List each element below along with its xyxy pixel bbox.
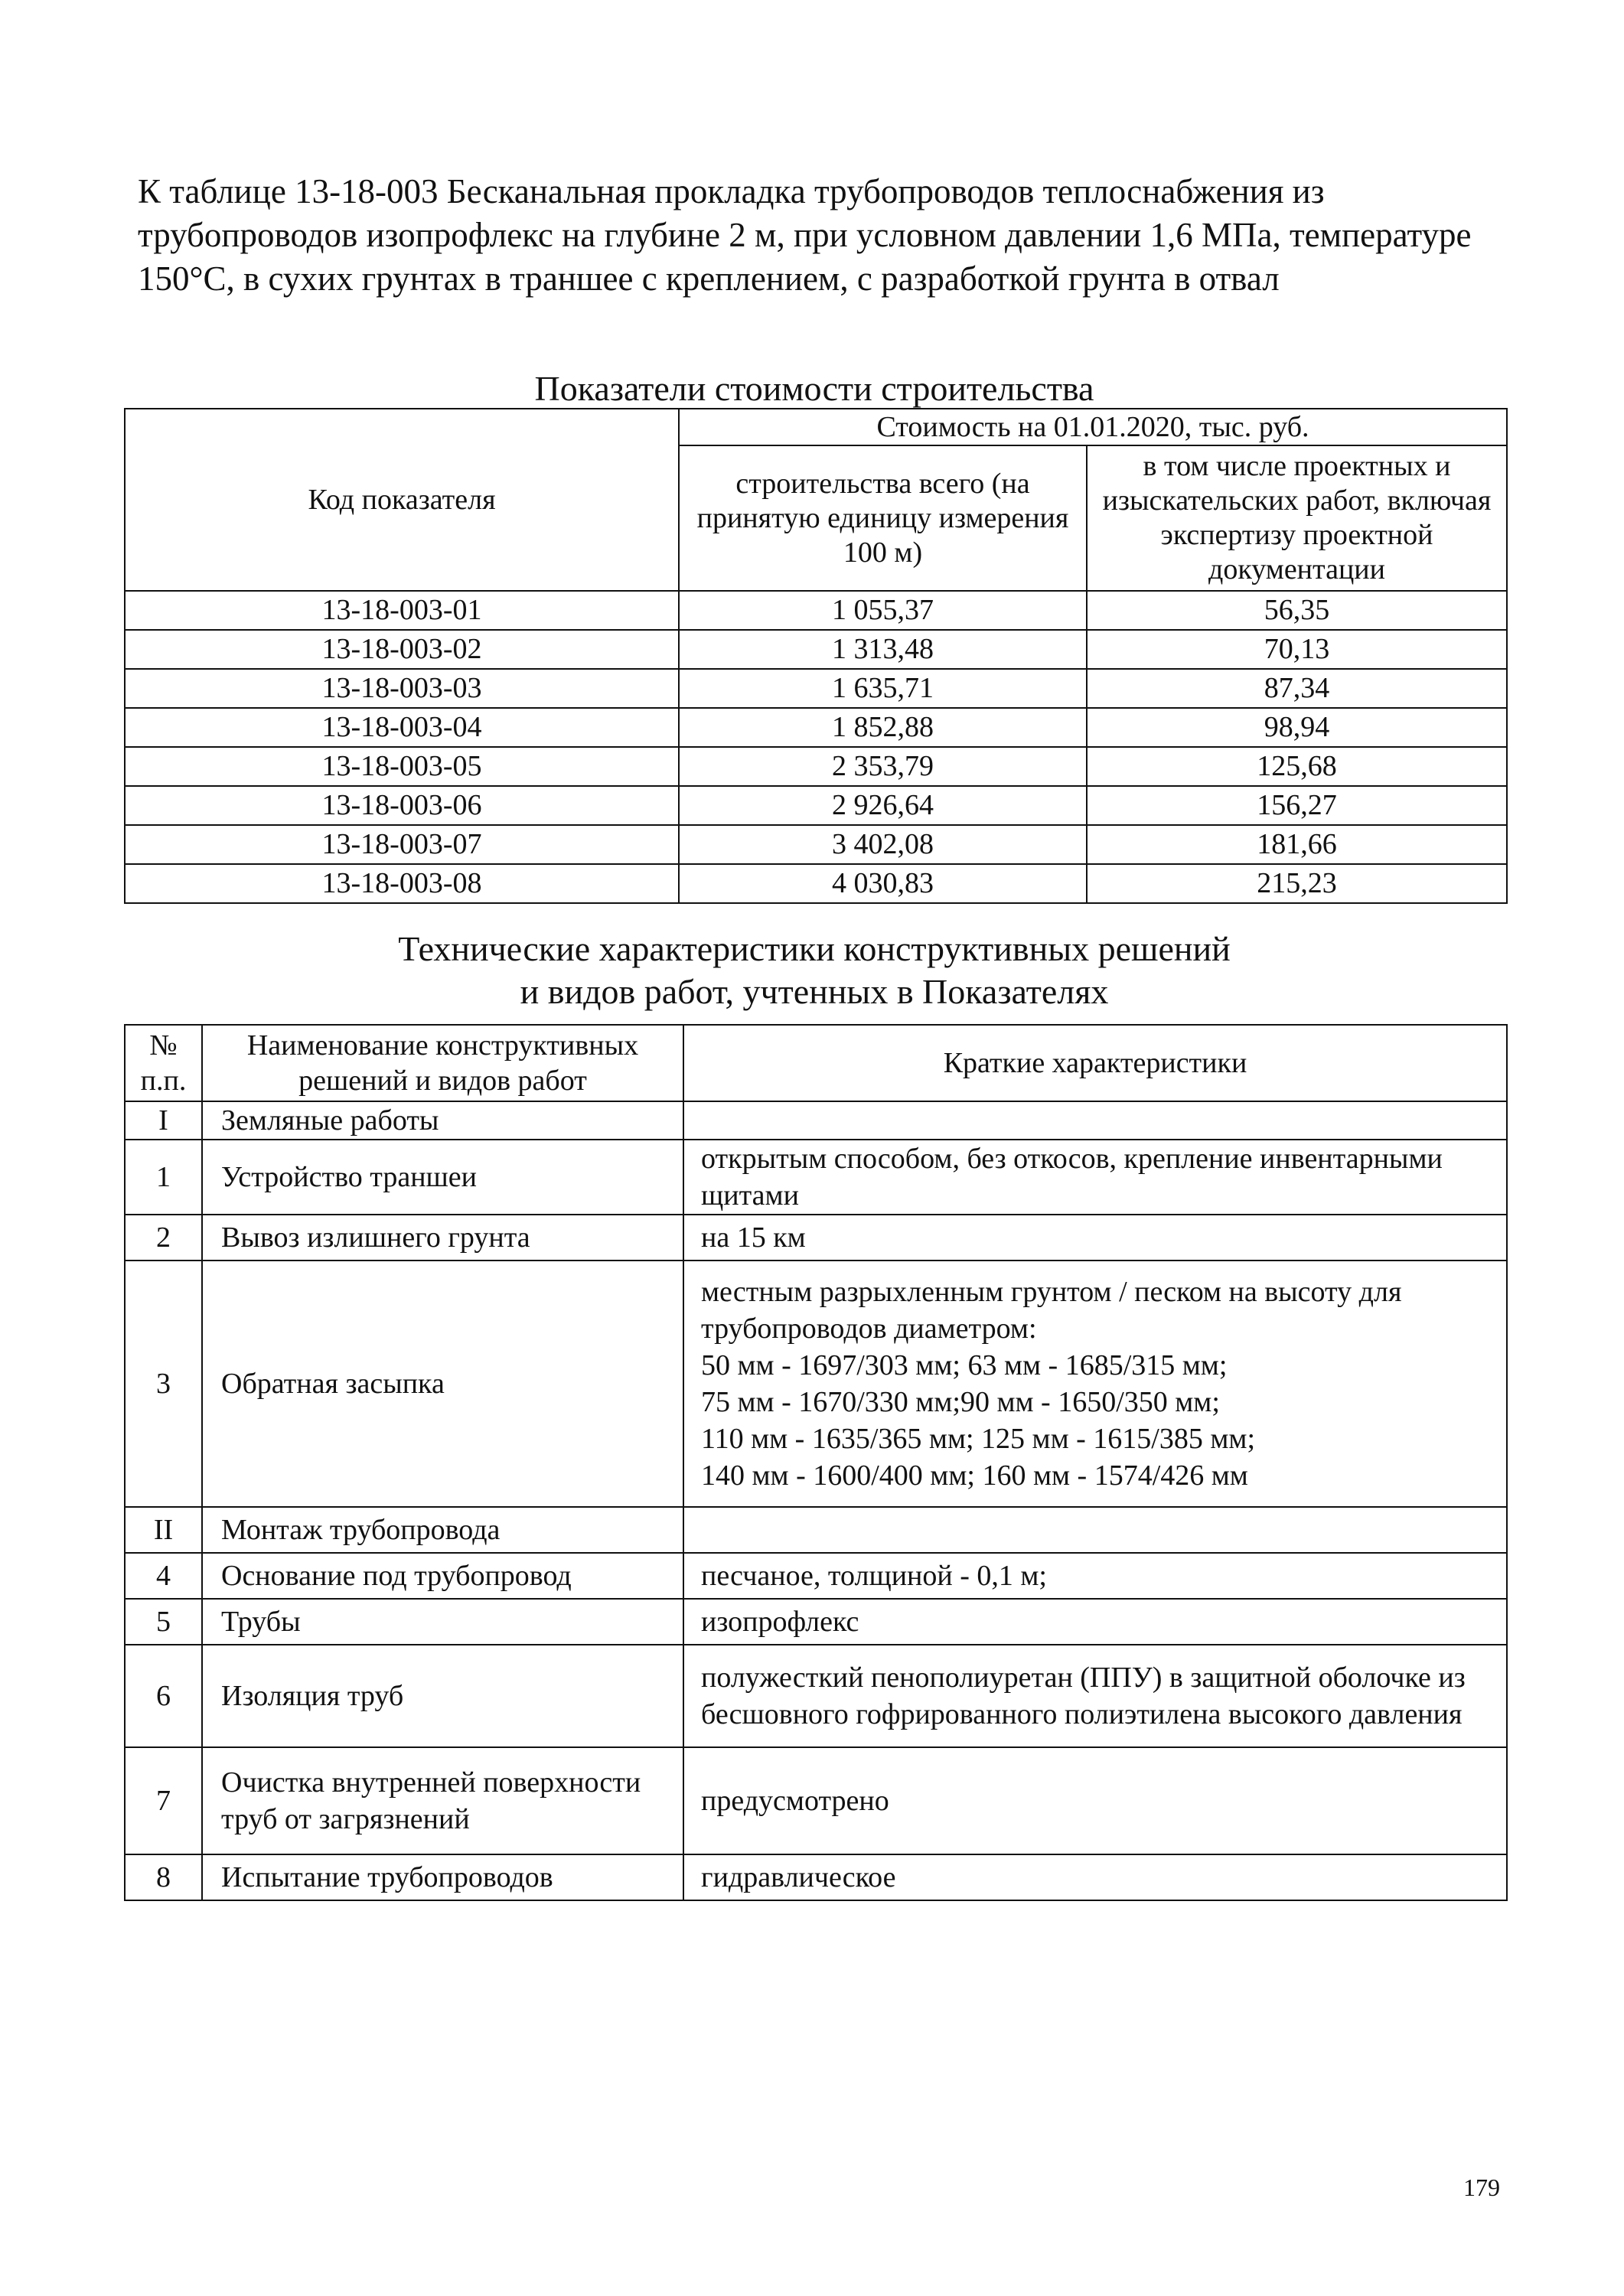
cell-num: II <box>125 1507 202 1553</box>
desc-line: 140 мм - 1600/400 мм; 160 мм - 1574/426 мм <box>701 1459 1248 1492</box>
cell-total: 1 852,88 <box>679 708 1087 747</box>
cell-design: 87,34 <box>1087 669 1507 708</box>
cell-num: 8 <box>125 1854 202 1900</box>
tech-table <box>124 1024 1508 1901</box>
cell-design: 181,66 <box>1087 825 1507 864</box>
desc-line: местным разрыхленным грунтом / песком на высоту для трубопроводов диаметром: <box>701 1276 1402 1345</box>
cost-table-row <box>125 708 1507 747</box>
cell-desc: полужесткий пенополиуретан (ППУ) в защитной оболочке из бесшовного гофрированного полиэтилена высокого давления <box>683 1645 1507 1747</box>
cell-code: 13-18-003-07 <box>125 825 679 864</box>
tech-table-row <box>125 1101 1507 1140</box>
cost-table <box>124 408 1508 904</box>
tech-table-row <box>125 1261 1507 1507</box>
cell-desc: открытым способом, без откосов, крепление инвентарными щитами <box>683 1140 1507 1215</box>
cell-code: 13-18-003-02 <box>125 630 679 669</box>
tech-table-row <box>125 1507 1507 1553</box>
cell-total: 1 055,37 <box>679 591 1087 630</box>
cost-table-caption: Показатели стоимости строительства <box>534 369 1094 408</box>
cost-table-row <box>125 786 1507 825</box>
header-desc: Краткие характеристики <box>683 1025 1507 1101</box>
header-cost-group: Стоимость на 01.01.2020, тыс. руб. <box>679 409 1507 445</box>
cell-name: Вывоз излишнего грунта <box>202 1215 683 1261</box>
cell-total: 1 635,71 <box>679 669 1087 708</box>
cell-total: 1 313,48 <box>679 630 1087 669</box>
cost-table-body <box>125 591 1507 903</box>
cell-desc: на 15 км <box>683 1215 1507 1261</box>
cell-num: I <box>125 1101 202 1140</box>
cost-table-row <box>125 591 1507 630</box>
cell-name: Испытание трубопроводов <box>202 1854 683 1900</box>
cell-name: Земляные работы <box>202 1101 683 1140</box>
desc-line: 50 мм - 1697/303 мм; 63 мм - 1685/315 мм; <box>701 1349 1228 1381</box>
cell-code: 13-18-003-04 <box>125 708 679 747</box>
cell-design: 98,94 <box>1087 708 1507 747</box>
cell-name: Трубы <box>202 1599 683 1645</box>
cell-name: Устройство траншеи <box>202 1140 683 1215</box>
header-design: в том числе проектных и изыскательских работ, включая экспертизу проектной документации <box>1087 445 1507 591</box>
cell-code: 13-18-003-08 <box>125 864 679 903</box>
cost-table-row <box>125 747 1507 786</box>
cell-code: 13-18-003-06 <box>125 786 679 825</box>
cell-design: 215,23 <box>1087 864 1507 903</box>
cell-design: 156,27 <box>1087 786 1507 825</box>
tech-table-row <box>125 1747 1507 1854</box>
cell-name: Основание под трубопровод <box>202 1553 683 1599</box>
cost-table-row <box>125 669 1507 708</box>
cell-num: 3 <box>125 1261 202 1507</box>
cell-num: 2 <box>125 1215 202 1261</box>
header-num: № п.п. <box>125 1025 202 1101</box>
cell-num: 5 <box>125 1599 202 1645</box>
header-code: Код показателя <box>125 409 679 591</box>
cell-desc: гидравлическое <box>683 1854 1507 1900</box>
cell-total: 3 402,08 <box>679 825 1087 864</box>
cell-num: 4 <box>125 1553 202 1599</box>
desc-line: 110 мм - 1635/365 мм; 125 мм - 1615/385 мм; <box>701 1423 1256 1455</box>
tech-table-row <box>125 1645 1507 1747</box>
cell-code: 13-18-003-05 <box>125 747 679 786</box>
cell-code: 13-18-003-03 <box>125 669 679 708</box>
cell-num: 1 <box>125 1140 202 1215</box>
cell-design: 70,13 <box>1087 630 1507 669</box>
cell-desc: изопрофлекс <box>683 1599 1507 1645</box>
tech-caption-line1: Технические характеристики конструктивных решений <box>398 929 1231 968</box>
tech-table-row <box>125 1140 1507 1215</box>
cell-code: 13-18-003-01 <box>125 591 679 630</box>
cell-desc: песчаное, толщиной - 0,1 м; <box>683 1553 1507 1599</box>
cell-desc <box>683 1261 1507 1507</box>
cell-design: 56,35 <box>1087 591 1507 630</box>
cell-desc: предусмотрено <box>683 1747 1507 1854</box>
header-total: строительства всего (на принятую единицу измерения 100 м) <box>679 445 1087 591</box>
header-name: Наименование конструктивных решений и видов работ <box>202 1025 683 1101</box>
page-number: 179 <box>1463 2174 1500 2201</box>
cell-total: 4 030,83 <box>679 864 1087 903</box>
cell-name: Очистка внутренней поверхности труб от загрязнений <box>202 1747 683 1854</box>
cell-total: 2 353,79 <box>679 747 1087 786</box>
tech-table-body <box>125 1101 1507 1900</box>
tech-table-row <box>125 1854 1507 1900</box>
cell-desc <box>683 1507 1507 1553</box>
cell-name: Обратная засыпка <box>202 1261 683 1507</box>
tech-table-row <box>125 1599 1507 1645</box>
cell-design: 125,68 <box>1087 747 1507 786</box>
cell-name: Монтаж трубопровода <box>202 1507 683 1553</box>
tech-caption-line2: и видов работ, учтенных в Показателях <box>520 972 1109 1011</box>
cell-name: Изоляция труб <box>202 1645 683 1747</box>
desc-line: 75 мм - 1670/330 мм;90 мм - 1650/350 мм; <box>701 1386 1220 1418</box>
tech-table-caption <box>122 928 1506 1013</box>
cell-desc <box>683 1101 1507 1140</box>
cost-table-row <box>125 825 1507 864</box>
cost-table-row <box>125 864 1507 903</box>
cell-total: 2 926,64 <box>679 786 1087 825</box>
tech-table-row <box>125 1215 1507 1261</box>
cell-num: 7 <box>125 1747 202 1854</box>
intro-paragraph: К таблице 13-18-003 Бесканальная прокладка трубопроводов теплоснабжения из трубопроводов изопрофлекс на глубине 2 м, при условном давлении 1,6 МПа, температуре 150°С, в сухих грунтах в траншее с креплением, с разработкой грунта в отвал <box>138 172 1472 298</box>
cell-num: 6 <box>125 1645 202 1747</box>
cost-table-row <box>125 630 1507 669</box>
tech-table-row <box>125 1553 1507 1599</box>
